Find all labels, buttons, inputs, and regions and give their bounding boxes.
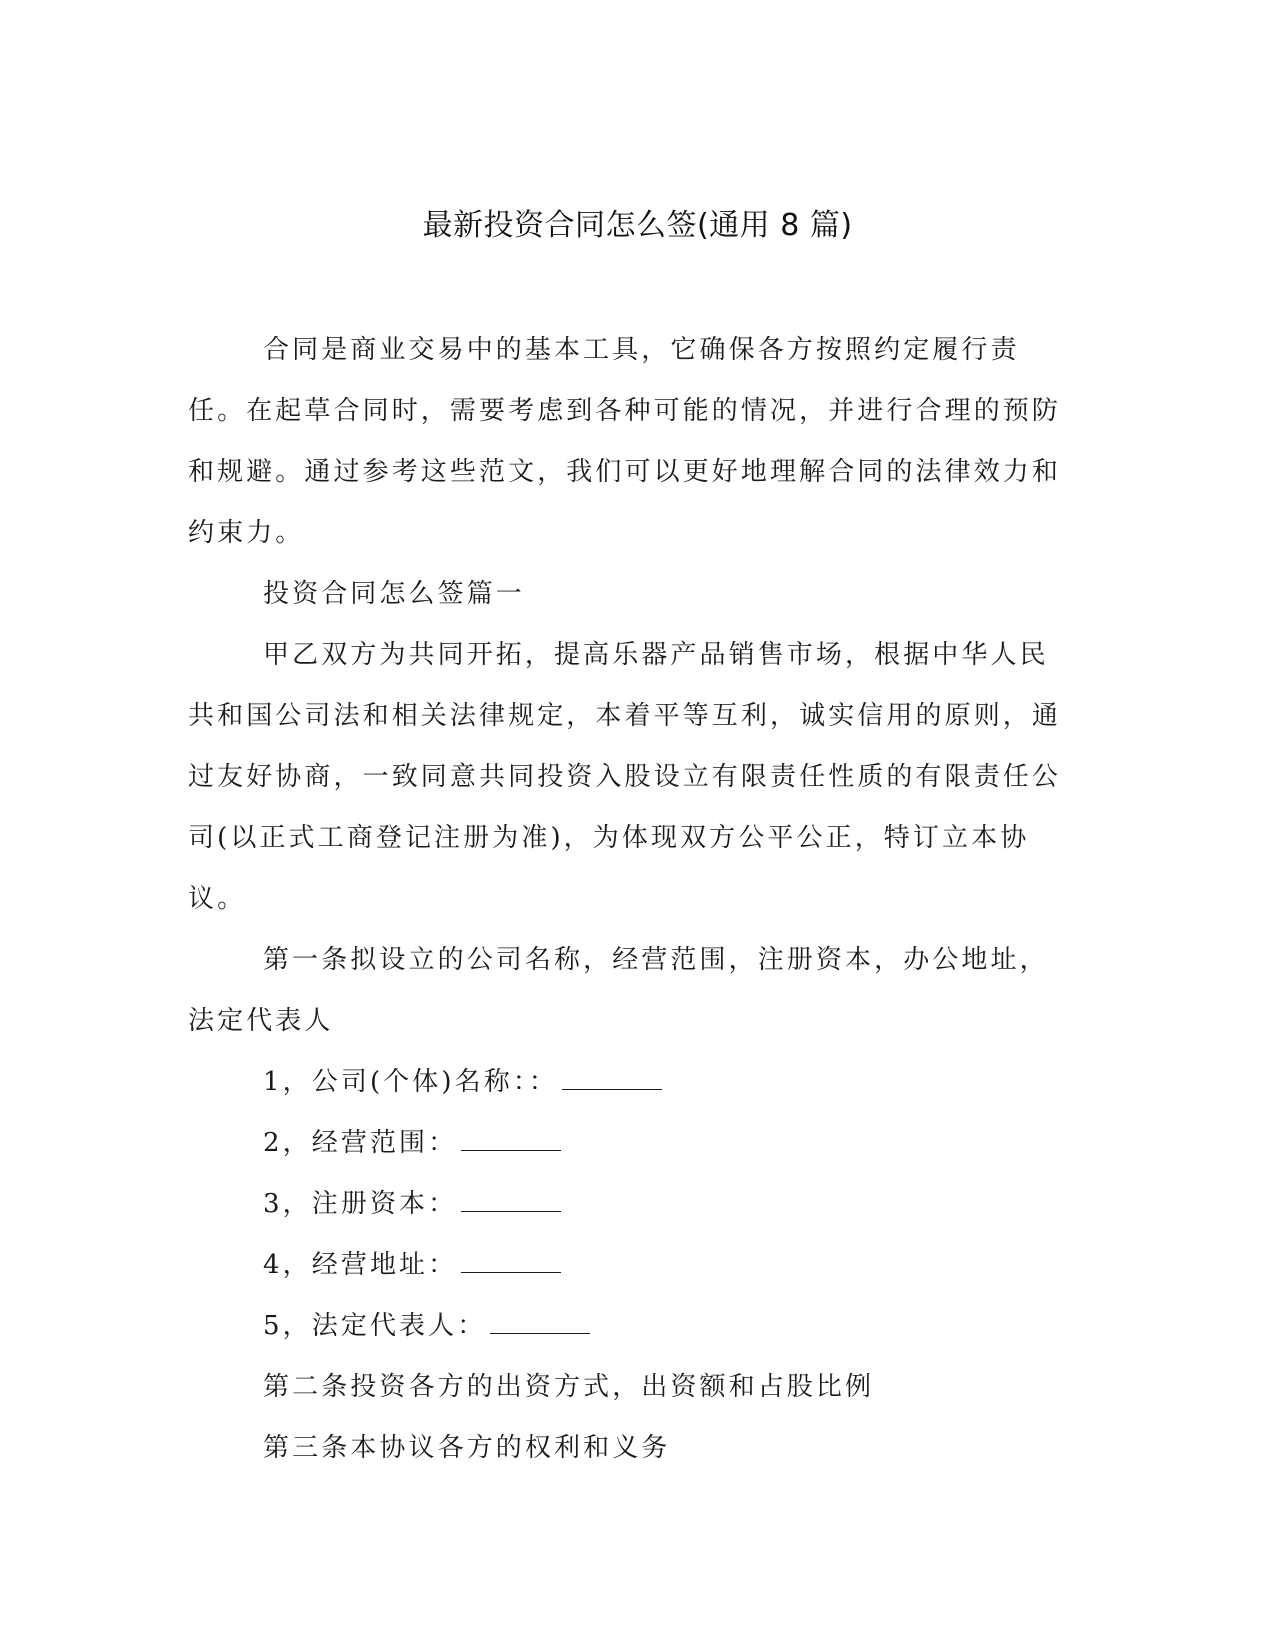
field-label: 5，法定代表人： — [263, 1311, 487, 1341]
article-3: 第三条本协议各方的权利和义务 — [263, 1433, 671, 1463]
field-business-address — [188, 1235, 1070, 1296]
field-label: 3，注册资本： — [263, 1189, 458, 1219]
field-legal-representative — [188, 1296, 1070, 1357]
blank-line — [461, 1191, 561, 1212]
document-title: 最新投资合同怎么签(通用 8 篇) — [422, 208, 853, 243]
section-heading: 投资合同怎么签篇一 — [263, 579, 525, 609]
intro-paragraph: 合同是商业交易中的基本工具，它确保各方按照约定履行责任。在起草合同时，需要考虑到各种可能的情况，并进行合理的预防和规避。通过参考这些范文，我们可以更好地理解合同的法律效力和约束力。 — [188, 335, 1062, 548]
field-label: 2，经营范围： — [263, 1128, 458, 1158]
article-2: 第二条投资各方的出资方式，出资额和占股比例 — [263, 1372, 875, 1402]
field-registered-capital — [188, 1174, 1070, 1235]
article-1: 第一条拟设立的公司名称，经营范围，注册资本，办公地址，法定代表人 — [188, 945, 1049, 1036]
blank-line — [461, 1252, 561, 1273]
field-label: 1，公司(个体)名称：： — [263, 1067, 559, 1097]
field-business-scope — [188, 1113, 1070, 1174]
field-company-name — [188, 1052, 1070, 1113]
document-body — [188, 320, 1070, 1479]
blank-line — [461, 1130, 561, 1151]
blank-line — [490, 1313, 590, 1334]
field-label: 4，经营地址： — [263, 1250, 458, 1280]
blank-line — [562, 1069, 662, 1090]
preamble-paragraph: 甲乙双方为共同开拓，提高乐器产品销售市场，根据中华人民共和国公司法和相关法律规定，本着平等互利，诚实信用的原则，通过友好协商，一致同意共同投资入股设立有限责任性质的有限责任公司(以正式工商登记注册为准)，为体现双方公平公正，特订立本协议。 — [188, 640, 1062, 914]
